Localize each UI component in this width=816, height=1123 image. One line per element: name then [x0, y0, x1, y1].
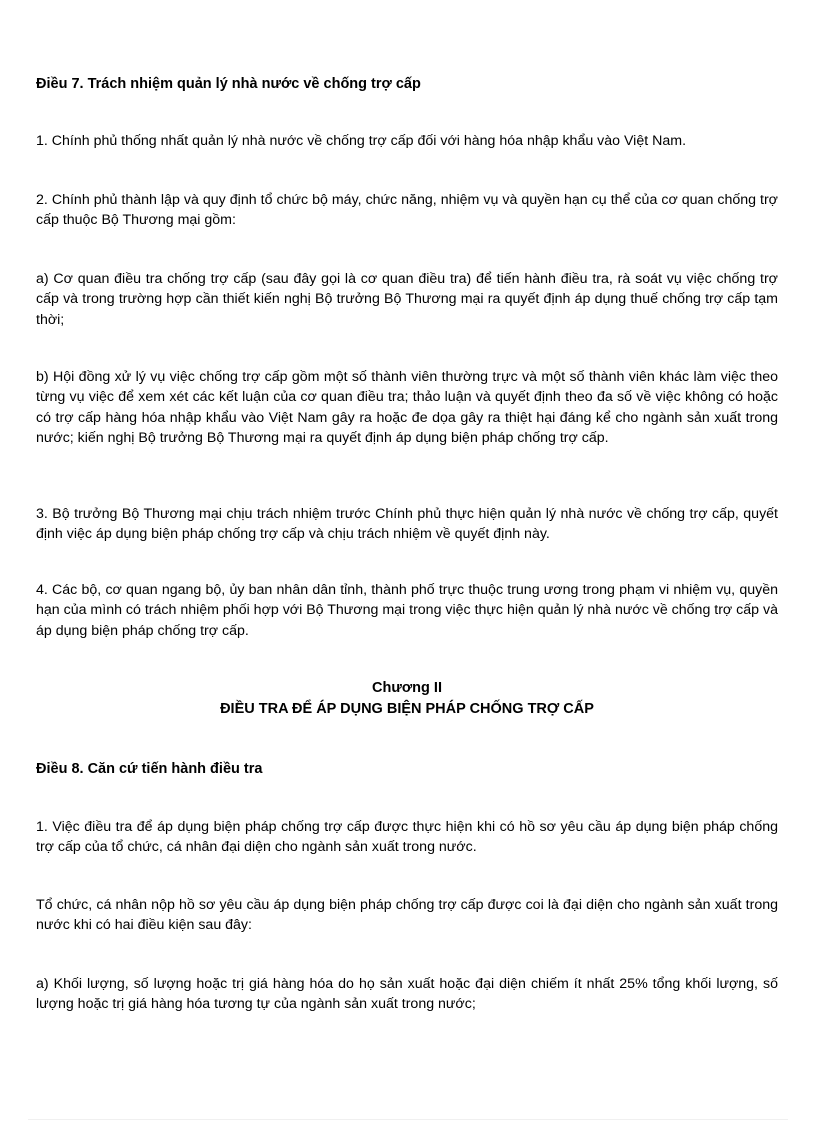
article-8-clause-1: 1. Việc điều tra để áp dụng biện pháp chống trợ cấp được thực hiện khi có hồ sơ yêu cầu áp dụng biện pháp chống trợ cấp của tổ chức, cá nhân đại diện cho ngành sản xuất trong nước. [36, 819, 778, 856]
chapter-2-label: Chương II [372, 680, 442, 696]
article-7-clause-1: 1. Chính phủ thống nhất quản lý nhà nước về chống trợ cấp đối với hàng hóa nhập khẩu vào Việt Nam. [36, 133, 687, 149]
article-7-clause-2b: b) Hội đồng xử lý vụ việc chống trợ cấp gồm một số thành viên thường trực và một số thành viên khác làm việc theo từng vụ việc để xem xét các kết luận của cơ quan điều tra; thảo luận và quyết định theo đa số về việc không có hoặc có trợ cấp hàng hóa nhập khẩu vào Việt Nam gây ra hoặc đe dọa gây ra thiệt hại đáng kể cho ngành sản xuất trong nước; kiến nghị Bộ trưởng Bộ Thương mại ra quyết định áp dụng biện pháp chống trợ cấp. [36, 369, 778, 446]
page-bottom-divider [28, 1119, 788, 1120]
article-8-clause-1-paragraph-2: Tổ chức, cá nhân nộp hồ sơ yêu cầu áp dụng biện pháp chống trợ cấp được coi là đại diện cho ngành sản xuất trong nước khi có hai điều kiện sau đây: [36, 897, 778, 934]
article-7-clause-4: 4. Các bộ, cơ quan ngang bộ, ủy ban nhân dân tỉnh, thành phố trực thuộc trung ương trong phạm vi nhiệm vụ, quyền hạn của mình có trách nhiệm phối hợp với Bộ Thương mại trong việc thực hiện quản lý nhà nước về chống trợ cấp và áp dụng biện pháp chống trợ cấp. [36, 582, 778, 639]
article-8-title: Điều 8. Căn cứ tiến hành điều tra [36, 761, 263, 777]
article-7-clause-3: 3. Bộ trưởng Bộ Thương mại chịu trách nhiệm trước Chính phủ thực hiện quản lý nhà nước về chống trợ cấp, quyết định việc áp dụng biện pháp chống trợ cấp và chịu trách nhiệm về quyết định này. [36, 506, 778, 543]
article-8-clause-1a: a) Khối lượng, số lượng hoặc trị giá hàng hóa do họ sản xuất hoặc đại diện chiếm ít nhất 25% tổng khối lượng, số lượng hoặc trị giá hàng hóa tương tự của ngành sản xuất trong nước; [36, 976, 778, 1013]
article-7-clause-2a: a) Cơ quan điều tra chống trợ cấp (sau đây gọi là cơ quan điều tra) để tiến hành điều tra, rà soát vụ việc chống trợ cấp và trong trường hợp cần thiết kiến nghị Bộ trưởng Bộ Thương mại ra quyết định áp dụng thuế chống trợ cấp tạm thời; [36, 271, 778, 328]
document-page [36, 0, 778, 1123]
chapter-2-title: ĐIỀU TRA ĐỂ ÁP DỤNG BIỆN PHÁP CHỐNG TRỢ CẤP [220, 701, 594, 717]
chapter-2-heading [36, 678, 778, 720]
article-7-title: Điều 7. Trách nhiệm quản lý nhà nước về chống trợ cấp [36, 76, 421, 92]
article-7-clause-2: 2. Chính phủ thành lập và quy định tổ chức bộ máy, chức năng, nhiệm vụ và quyền hạn cụ thể của cơ quan chống trợ cấp thuộc Bộ Thương mại gồm: [36, 192, 778, 229]
